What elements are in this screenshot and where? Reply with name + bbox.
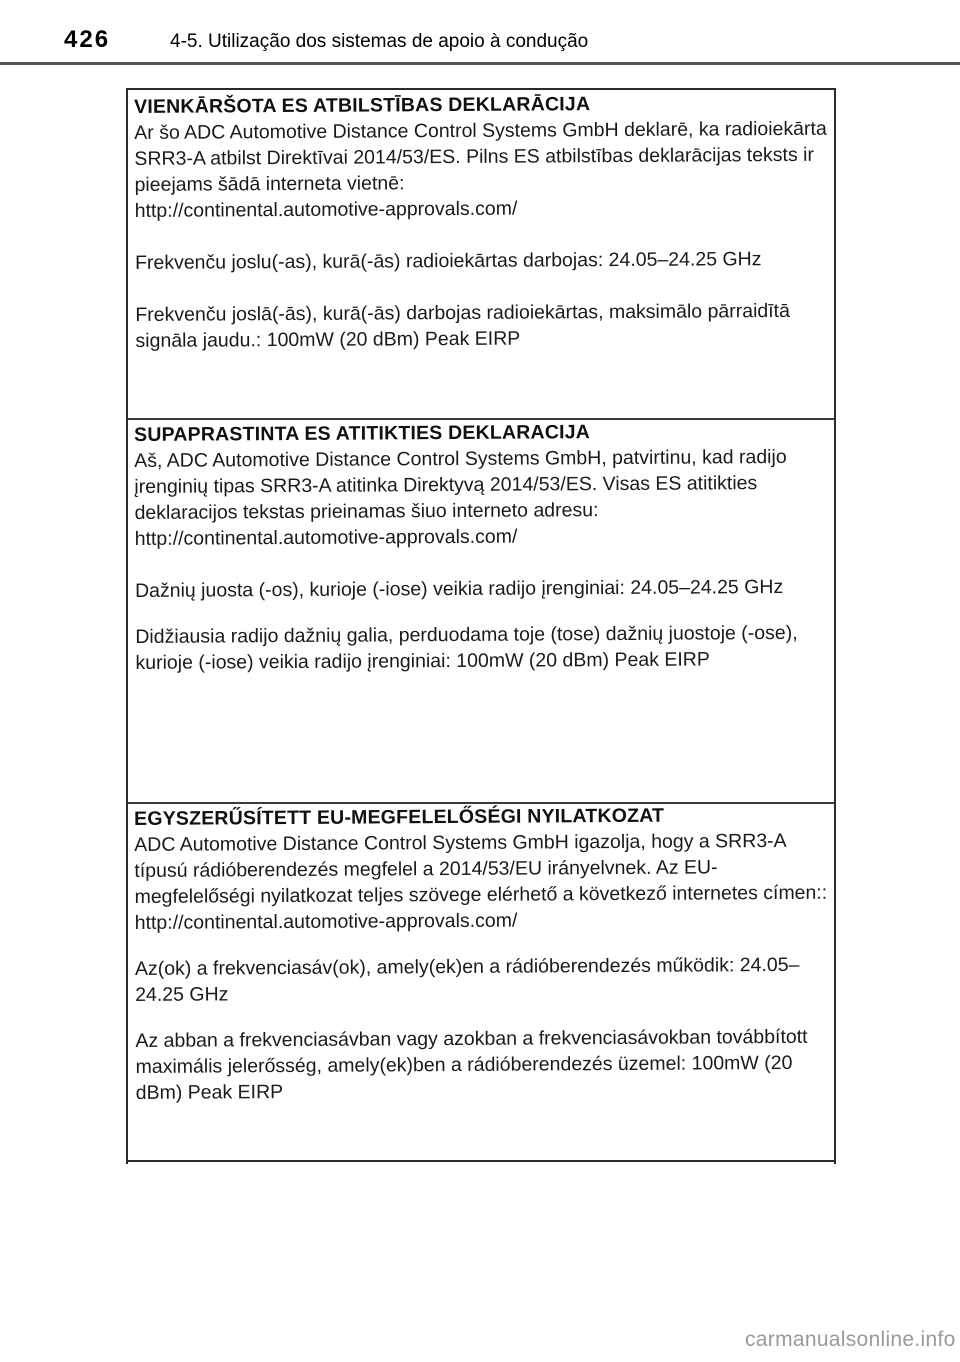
declaration-intro: Aš, ADC Automotive Distance Control Systems GmbH, patvirtinu, kad radijo įrenginių tipas SRR3-A atitinka Direktyvą 2014/53/ES. Visas ES atitikties deklaracijos tekstas prieinamas šiuo interneto adresu: — [134, 445, 787, 524]
declaration-frequency: Dažnių juosta (-os), kurioje (-iose) veikia radijo įrenginiai: 24.05–24.25 GHz — [134, 576, 784, 602]
watermark: carmanualsonline.info — [745, 1328, 956, 1351]
declaration-power: Az abban a frekvenciasávban vagy azokban a frekvenciasávokban továbbított maximális jelerősség, amely(ek)ben a rádióberendezés üzemel: 100mW (20 dBm) Peak EIRP — [135, 1025, 808, 1104]
page-header — [0, 0, 960, 66]
declaration-intro: ADC Automotive Distance Control Systems GmbH igazolja, hogy a SRR3-A típusú rádióberendezés megfelel a 2014/53/EU irányelvnek. Az EU-megfelelőségi nyilatkozat teljes szövege elérhető a következő internetes címen:: — [134, 829, 828, 908]
declaration-intro: Ar šo ADC Automotive Distance Control Systems GmbH deklarē, ka radioiekārta SRR3-A atbilst Direktīvai 2014/53/ES. Pilns ES atbilstības deklarācijas teksts ir pieejams šādā interneta vietnē: — [134, 117, 827, 196]
page-number: 426 — [64, 26, 111, 53]
frame-bottom-rule — [126, 1160, 836, 1162]
declaration-lithuanian — [128, 418, 836, 804]
declaration-power: Didžiausia radijo dažnių galia, perduodama toje (tose) dažnių juostoje (-ose), kurioje (-iose) veikia radijo įrenginiai: 100mW (20 dBm) Peak EIRP — [135, 621, 798, 674]
section-title: 4-5. Utilização dos sistemas de apoio à condução — [170, 31, 589, 52]
declaration-heading: EGYSZERŰSÍTETT EU-MEGFELELŐSÉGI NYILATKOZAT — [134, 804, 665, 830]
declaration-frequency: Az(ok) a frekvenciasáv(ok), amely(ek)en a rádióberendezés működik: 24.05–24.25 GHz — [134, 953, 800, 1006]
declaration-hungarian — [128, 802, 836, 1162]
declaration-url: http://continental.automotive-approvals.com/ — [134, 909, 518, 934]
declaration-frame — [126, 88, 836, 1164]
declaration-heading: VIENKĀRŠOTA ES ATBILSTĪBAS DEKLARĀCIJA — [134, 93, 591, 118]
header-rule — [0, 62, 960, 65]
declaration-url: http://continental.automotive-approvals.com/ — [134, 525, 518, 550]
declaration-frequency: Frekvenču joslu(-as), kurā(-ās) radioiekārtas darbojas: 24.05–24.25 GHz — [134, 248, 762, 274]
declaration-heading: SUPAPRASTINTA ES ATITIKTIES DEKLARACIJA — [134, 421, 591, 446]
declaration-url: http://continental.automotive-approvals.com/ — [134, 197, 518, 222]
declaration-latvian — [128, 90, 836, 420]
declaration-power: Frekvenču joslā(-ās), kurā(-ās) darbojas radioiekārtas, maksimālo pārraidītā signāla jaudu.: 100mW (20 dBm) Peak EIRP — [135, 299, 790, 352]
